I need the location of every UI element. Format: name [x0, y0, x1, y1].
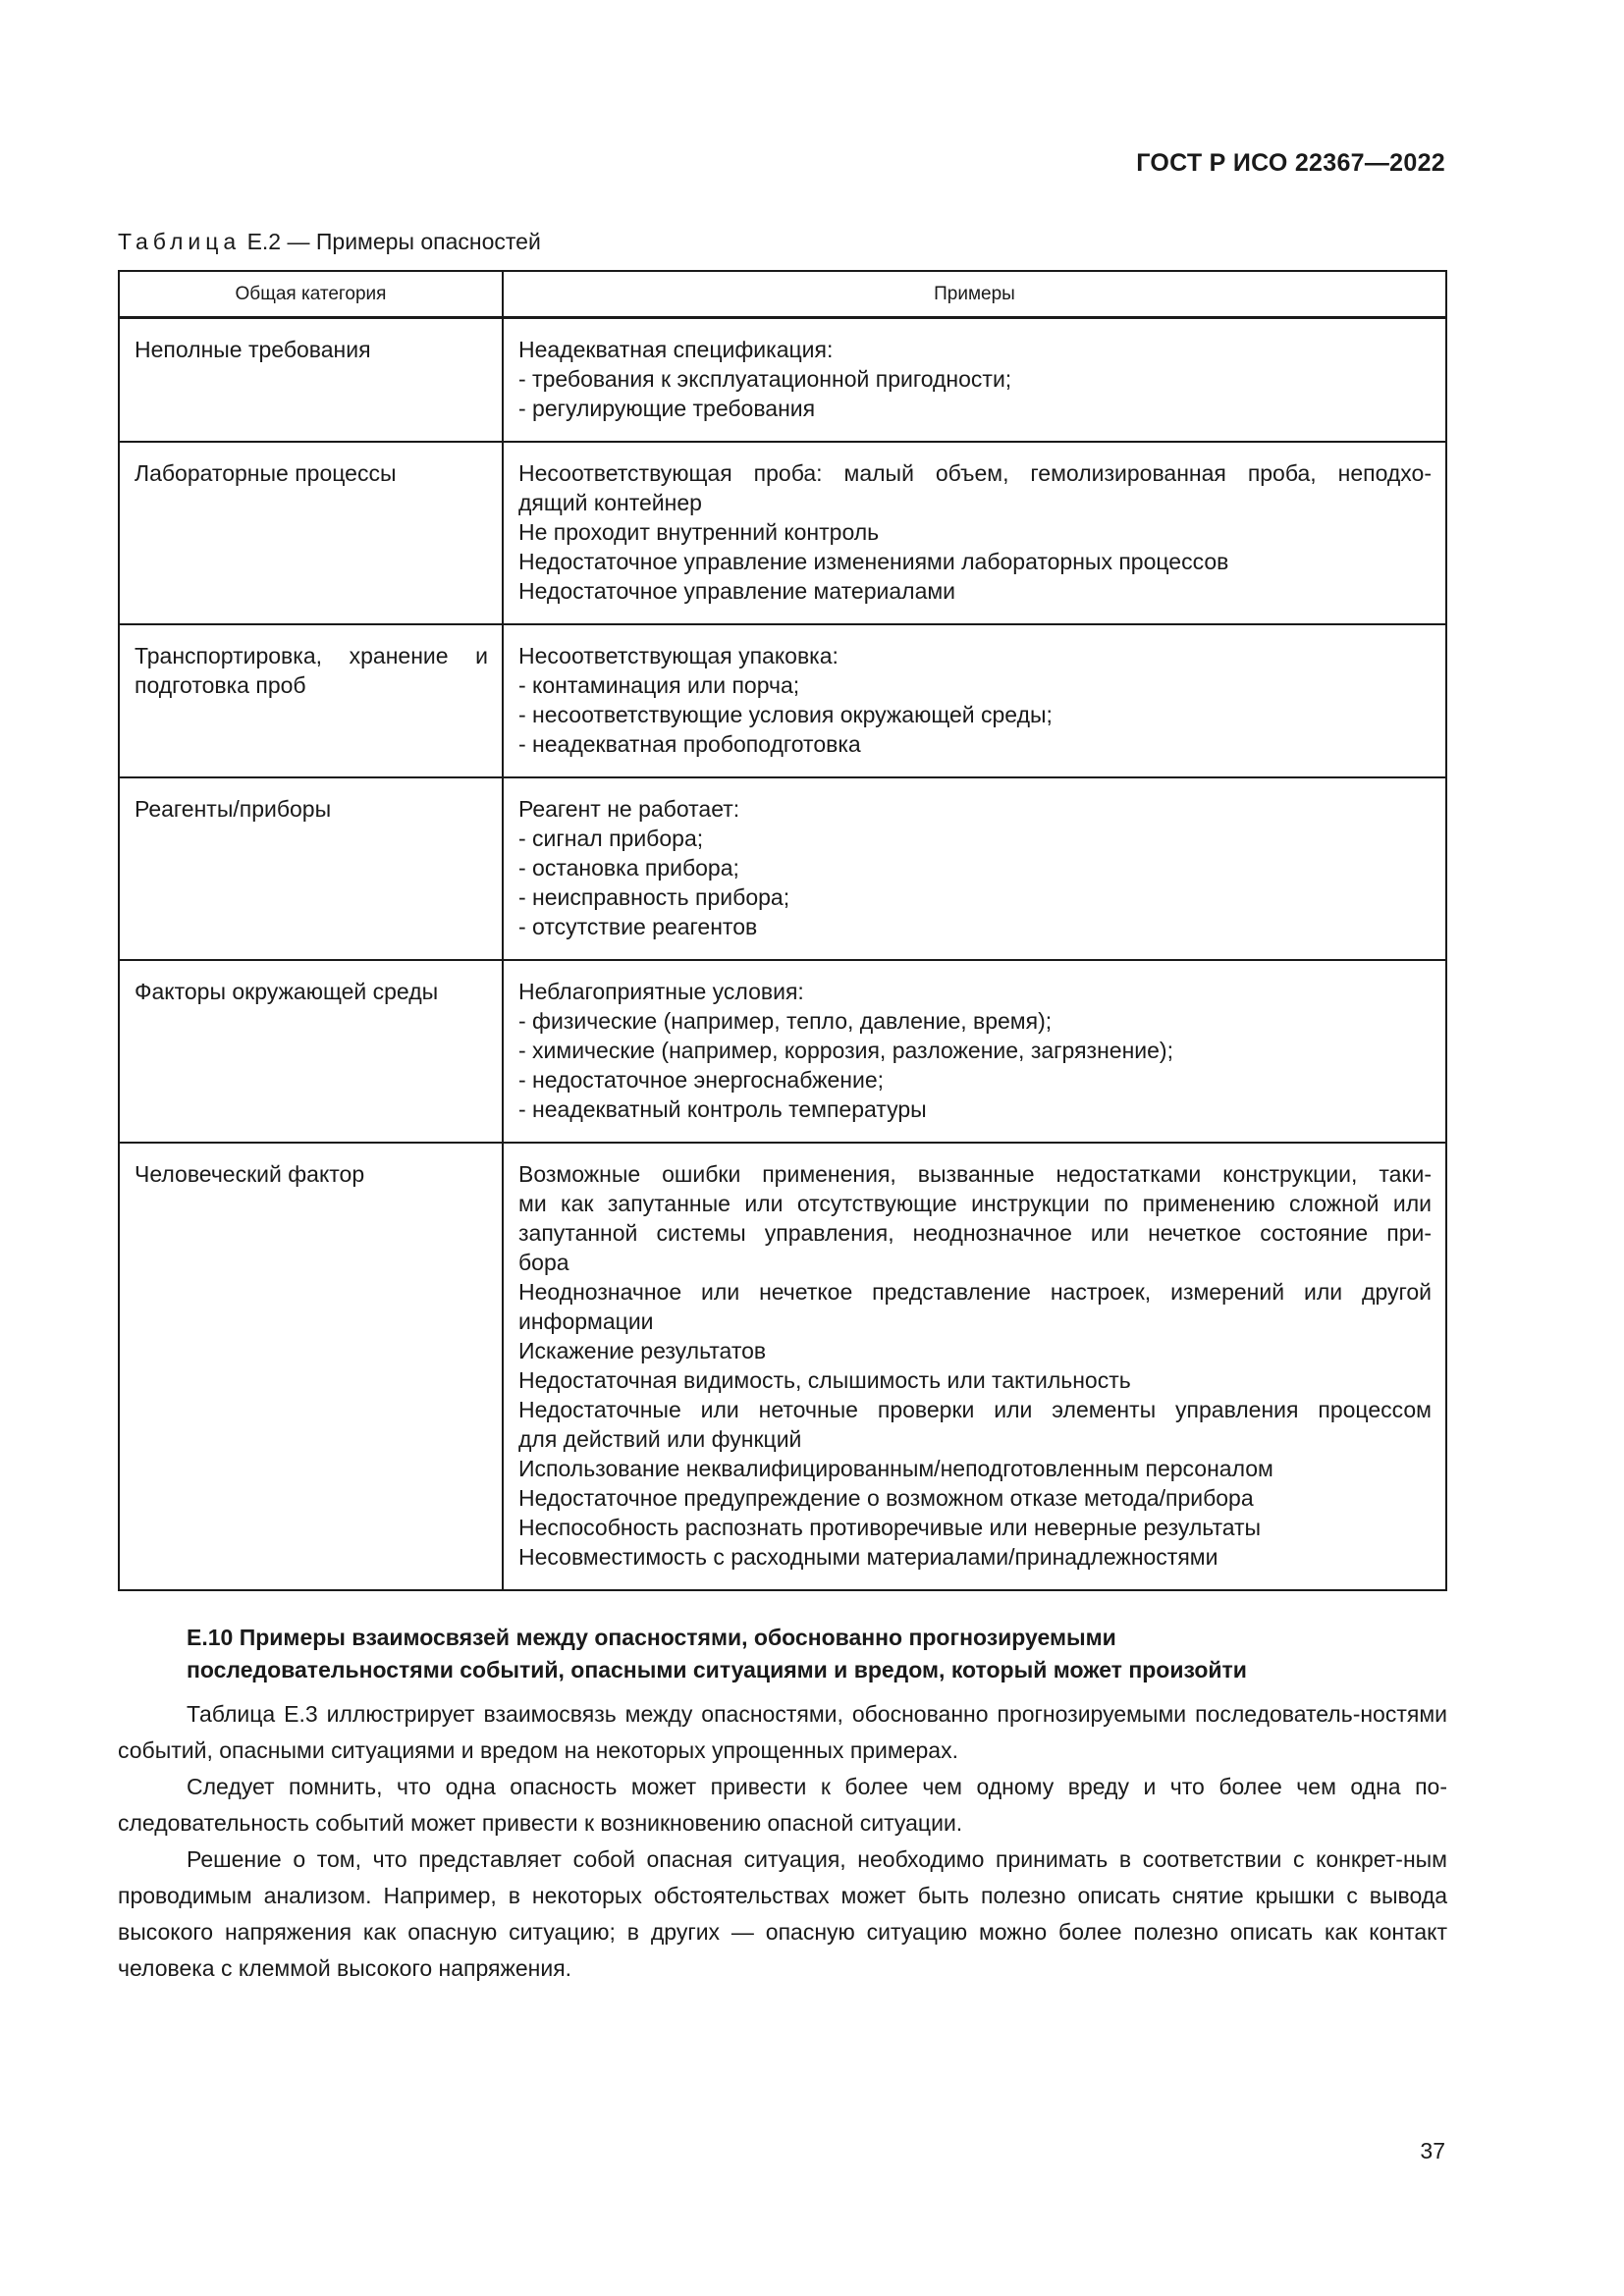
column-header-category: Общая категория	[119, 271, 503, 318]
section-paragraph: Таблица Е.3 иллюстрирует взаимосвязь между опасностями, обоснованно прогнозируемыми последователь-ностями событий, опасными ситуациями и вредом на некоторых упрощенных примерах.	[118, 1701, 1447, 1763]
column-header-examples: Примеры	[503, 271, 1446, 318]
example-line: запутанной системы управления, неоднозначное или нечеткое состояние при-	[518, 1220, 1432, 1246]
example-line: Недостаточная видимость, слышимость или тактильность	[518, 1367, 1131, 1393]
category-cell: Человеческий фактор	[119, 1143, 503, 1590]
example-line: Использование неквалифицированным/неподготовленным персоналом	[518, 1456, 1273, 1481]
example-line: - несоответствующие условия окружающей среды;	[518, 702, 1053, 727]
example-line: Реагент не работает:	[518, 796, 740, 822]
section-paragraph: Следует помнить, что одна опасность может привести к более чем одному вреду и что более чем одна по-следовательность событий может привести к возникновению опасной ситуации.	[118, 1774, 1447, 1836]
example-line: Недостаточное предупреждение о возможном отказе метода/прибора	[518, 1485, 1254, 1511]
table-header-row	[119, 271, 1446, 318]
section-title-line: Е.10 Примеры взаимосвязей между опасностями, обоснованно прогнозируемыми	[187, 1625, 1116, 1650]
examples-cell	[503, 624, 1446, 777]
table-row	[119, 624, 1446, 777]
category-cell: Факторы окружающей среды	[119, 960, 503, 1143]
example-line: Несовместимость с расходными материалами/принадлежностями	[518, 1544, 1218, 1570]
table-row	[119, 1143, 1446, 1590]
document-header: ГОСТ Р ИСО 22367—2022	[1136, 149, 1445, 177]
category-cell: Реагенты/приборы	[119, 777, 503, 960]
section-e10	[118, 1622, 1447, 1987]
category-cell: Неполные требования	[119, 318, 503, 443]
example-line: - регулирующие требования	[518, 396, 816, 421]
examples-cell	[503, 1143, 1446, 1590]
category-cell: Транспортировка, хранение и подготовка проб	[119, 624, 503, 777]
example-line: Недостаточные или неточные проверки или элементы управления процессом	[518, 1397, 1432, 1422]
example-line: Недостаточное управление изменениями лабораторных процессов	[518, 549, 1229, 574]
example-line: - контаминация или порча;	[518, 672, 800, 698]
example-line: Возможные ошибки применения, вызванные недостатками конструкции, таки-	[518, 1161, 1432, 1187]
hazards-table	[118, 270, 1447, 1591]
example-line: - отсутствие реагентов	[518, 914, 758, 939]
table-row	[119, 960, 1446, 1143]
example-line: бора	[518, 1250, 569, 1275]
page-number: 37	[1420, 2138, 1445, 2163]
example-line: Неспособность распознать противоречивые или неверные результаты	[518, 1515, 1262, 1540]
section-paragraph: Решение о том, что представляет собой опасная ситуация, необходимо принимать в соответствии с конкрет-ным проводимым анализом. Например, в некоторых обстоятельствах может быть полезно описать снятие крышки с вывода высокого напряжения как опасную ситуацию; в других — опасную ситуацию можно более полезно описать как контакт человека с клеммой высокого напряжения.	[118, 1846, 1447, 1981]
example-line: Несоответствующая упаковка:	[518, 643, 839, 668]
example-line: Неблагоприятные условия:	[518, 979, 804, 1004]
example-line: - химические (например, коррозия, разложение, загрязнение);	[518, 1038, 1173, 1063]
example-line: - физические (например, тепло, давление, время);	[518, 1008, 1053, 1034]
table-row	[119, 318, 1446, 443]
examples-cell	[503, 442, 1446, 624]
examples-cell	[503, 318, 1446, 443]
example-line: - остановка прибора;	[518, 855, 739, 881]
table-caption-title: Е.2 — Примеры опасностей	[241, 229, 541, 254]
examples-cell	[503, 777, 1446, 960]
example-line: Искажение результатов	[518, 1338, 767, 1363]
category-cell: Лабораторные процессы	[119, 442, 503, 624]
example-line: Не проходит внутренний контроль	[518, 519, 880, 545]
example-line: Недостаточное управление материалами	[518, 578, 956, 604]
examples-cell	[503, 960, 1446, 1143]
example-line: - требования к эксплуатационной пригодности;	[518, 366, 1012, 392]
table-row	[119, 442, 1446, 624]
table-caption	[118, 229, 541, 255]
section-title	[118, 1622, 1447, 1686]
table-row	[119, 777, 1446, 960]
example-line: ми как запутанные или отсутствующие инструкции по применению сложной или	[518, 1191, 1432, 1216]
example-line: - недостаточное энергоснабжение;	[518, 1067, 885, 1093]
example-line: - неадекватный контроль температуры	[518, 1096, 927, 1122]
example-line: - неадекватная пробоподготовка	[518, 731, 861, 757]
example-line: Неоднозначное или нечеткое представление настроек, измерений или другой	[518, 1279, 1432, 1305]
example-line: для действий или функций	[518, 1426, 802, 1452]
example-line: - неисправность прибора;	[518, 884, 790, 910]
example-line: Несоответствующая проба: малый объем, гемолизированная проба, неподхо-	[518, 460, 1432, 486]
table-caption-prefix: Таблица	[118, 229, 242, 254]
table-body	[119, 318, 1446, 1591]
example-line: дящий контейнер	[518, 490, 702, 515]
example-line: - сигнал прибора;	[518, 826, 704, 851]
example-line: информации	[518, 1308, 654, 1334]
example-line: Неадекватная спецификация:	[518, 337, 834, 362]
section-title-line: последовательностями событий, опасными ситуациями и вредом, который может произойти	[187, 1657, 1247, 1682]
